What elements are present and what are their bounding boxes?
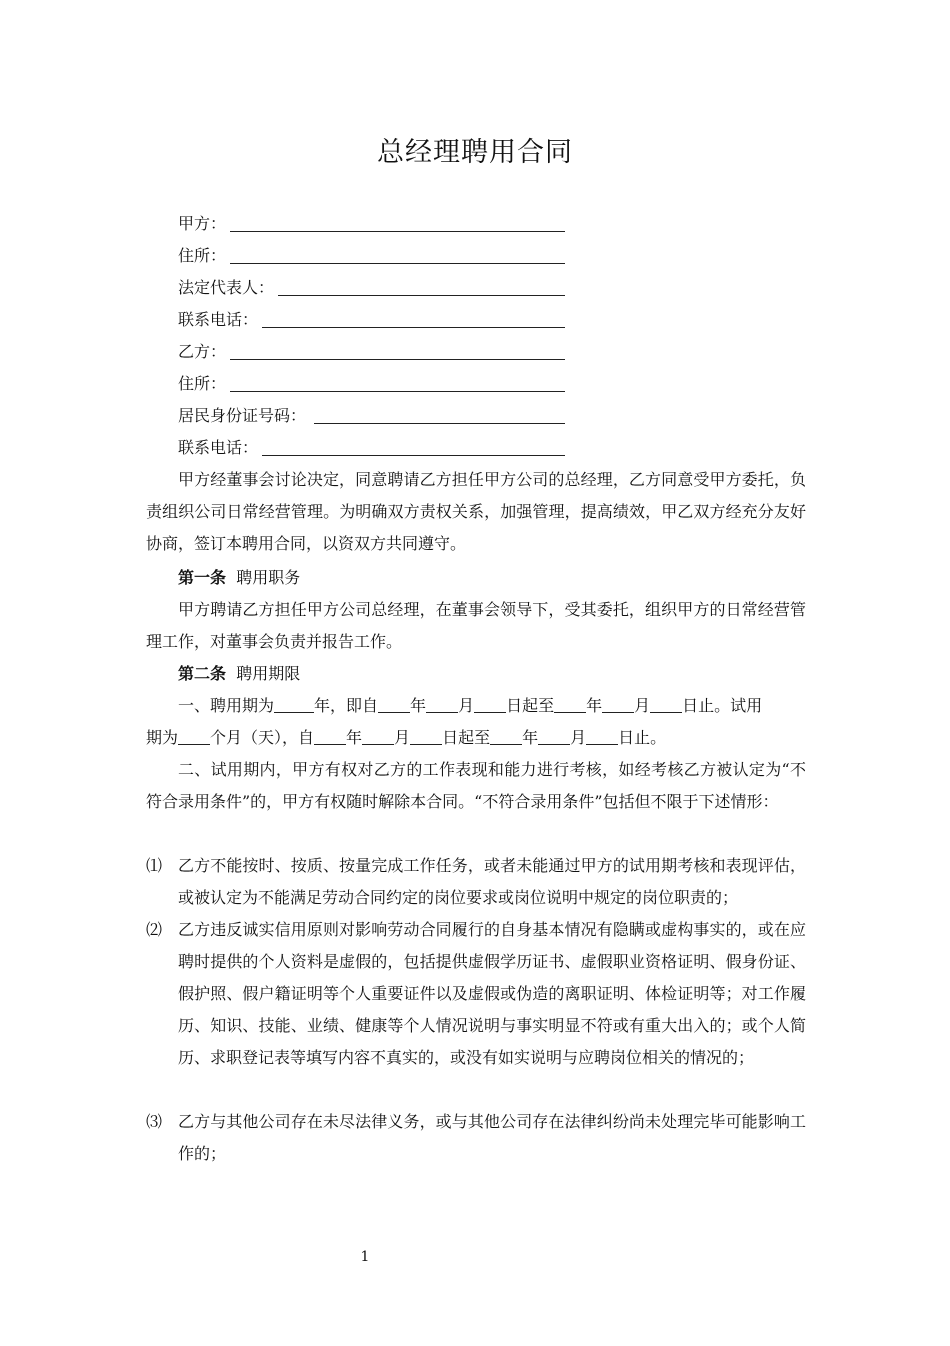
article-2-heading <box>178 658 300 690</box>
blank-end-year[interactable] <box>554 694 586 713</box>
blank-prob-start-month[interactable] <box>362 726 394 745</box>
blank-probation[interactable] <box>178 726 210 745</box>
blank-line[interactable] <box>230 231 565 232</box>
field-party-b: 乙方： <box>178 342 227 361</box>
blank-prob-end-day[interactable] <box>586 726 618 745</box>
blank-prob-end-year[interactable] <box>490 726 522 745</box>
blank-line[interactable] <box>230 359 565 360</box>
list-item-text: 乙方不能按时、按质、按量完成工作任务，或者未能通过甲方的试用期考核和表现评估，或被认定为不能满足劳动合同约定的岗位要求或岗位说明中规定的岗位职责的； <box>178 856 806 907</box>
list-item-number: ⑶ <box>146 1112 163 1131</box>
article-1-number: 第一条 <box>178 568 227 587</box>
probation-paragraph: 二、试用期内，甲方有权对乙方的工作表现和能力进行考核，如经考核乙方被认定为“不符合录用条件”的，甲方有权随时解除本合同。“不符合录用条件”包括但不限于下述情形： <box>146 760 806 811</box>
blank-line[interactable] <box>314 423 565 424</box>
blank-start-day[interactable] <box>474 694 506 713</box>
article-1-heading <box>178 562 300 594</box>
blank-years[interactable] <box>274 694 314 713</box>
field-address-b: 住所： <box>178 374 227 393</box>
field-address-a: 住所： <box>178 246 227 265</box>
blank-line[interactable] <box>278 295 565 296</box>
field-party-a: 甲方： <box>178 214 227 233</box>
field-id-number: 居民身份证号码： <box>178 406 307 425</box>
list-item <box>146 1106 806 1170</box>
blank-line[interactable] <box>262 327 565 328</box>
field-phone-a: 联系电话： <box>178 310 259 329</box>
blank-end-month[interactable] <box>602 694 634 713</box>
blank-start-month[interactable] <box>426 694 458 713</box>
blank-line[interactable] <box>230 391 565 392</box>
blank-start-year[interactable] <box>378 694 410 713</box>
list-item-number: ⑴ <box>146 856 163 875</box>
blank-prob-start-year[interactable] <box>314 726 346 745</box>
blank-prob-end-month[interactable] <box>538 726 570 745</box>
term-line-1: 一、聘用期为 年，即自 年 月 日起至 年 月 日止。试用 <box>178 696 763 715</box>
list-item-text: 乙方违反诚实信用原则对影响劳动合同履行的自身基本情况有隐瞒或虚构事实的，或在应聘时提供的个人资料是虚假的，包括提供虚假学历证书、虚假职业资格证明、假身份证、假护照、假户籍证明等个人重要证件以及虚假或伪造的离职证明、体检证明等；对工作履历、知识、技能、业绩、健康等个人情况说明与事实明显不符或有重大出入的；或个人简历、求职登记表等填写内容不真实的，或没有如实说明与应聘岗位相关的情况的； <box>178 920 806 1067</box>
blank-line[interactable] <box>230 263 565 264</box>
field-phone-b: 联系电话： <box>178 438 259 457</box>
page-number: 1 <box>360 1249 370 1265</box>
article-1-title: 聘用职务 <box>236 568 301 587</box>
document-title: 总经理聘用合同 <box>377 137 573 168</box>
term-line-2: 期为 个月（天），自 年 月 日起至 年 月 日止。 <box>146 728 667 747</box>
list-item <box>146 914 806 1074</box>
list-item-text: 乙方与其他公司存在未尽法律义务，或与其他公司存在法律纠纷尚未处理完毕可能影响工作的； <box>178 1112 806 1163</box>
article-1-body: 甲方聘请乙方担任甲方公司总经理，在董事会领导下，受其委托，组织甲方的日常经营管理工作，对董事会负责并报告工作。 <box>146 600 806 651</box>
field-legal-rep: 法定代表人： <box>178 278 275 297</box>
blank-prob-start-day[interactable] <box>410 726 442 745</box>
blank-line[interactable] <box>262 455 565 456</box>
article-2-title: 聘用期限 <box>236 664 301 683</box>
intro-paragraph: 甲方经董事会讨论决定，同意聘请乙方担任甲方公司的总经理，乙方同意受甲方委托，负责组织公司日常经营管理。为明确双方责权关系，加强管理，提高绩效，甲乙双方经充分友好协商，签订本聘用合同，以资双方共同遵守。 <box>146 470 806 553</box>
list-item-number: ⑵ <box>146 920 163 939</box>
article-2-number: 第二条 <box>178 664 227 683</box>
blank-end-day[interactable] <box>650 694 682 713</box>
list-item <box>146 850 806 914</box>
